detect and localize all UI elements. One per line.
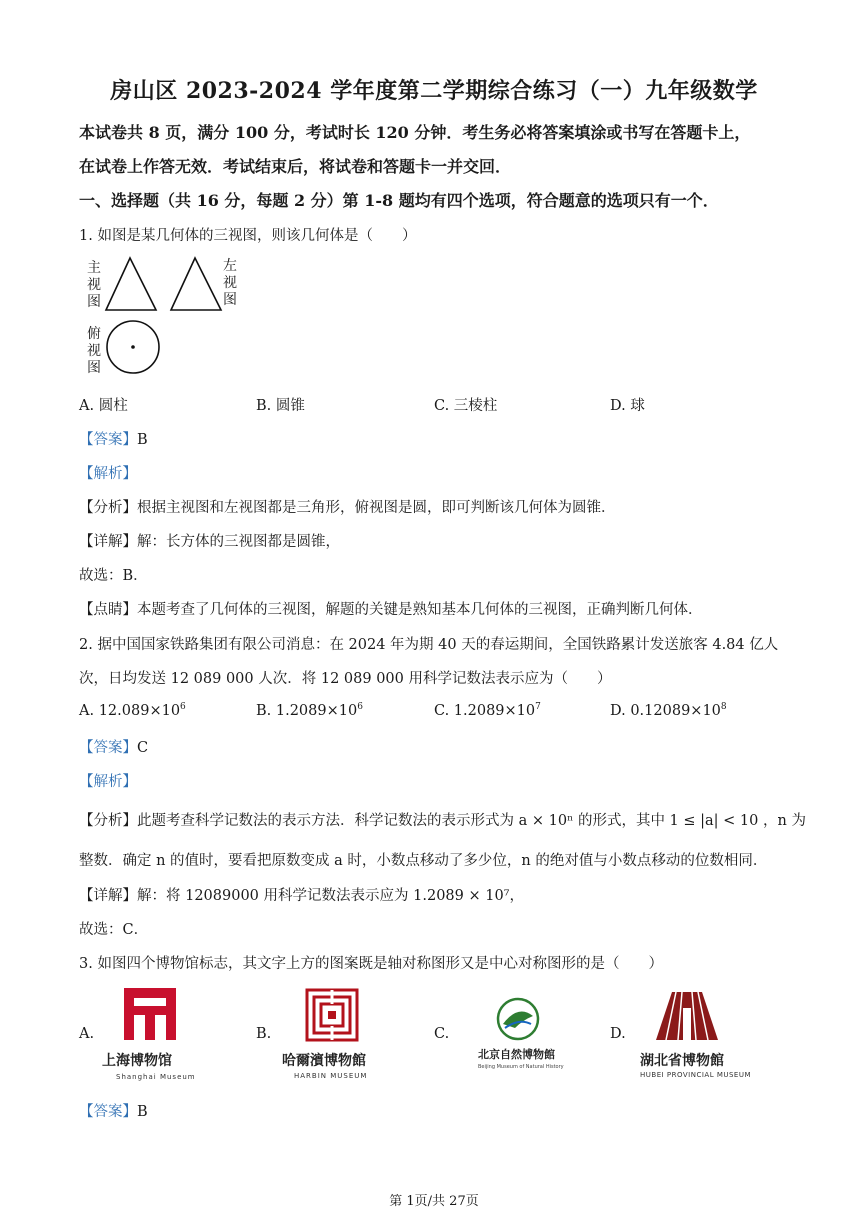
q3-option-a: A. [79,1026,95,1042]
q2-xiangjie: 【详解】解：将 12089000 用科学记数法表示应为 1.2089 × 10⁷， [79,888,524,904]
q1-fenxi: 【分析】根据主视图和左视图都是三角形，俯视图是圆，即可判断该几何体为圆锥． [79,500,616,516]
q3-option-b: B. [256,1026,272,1042]
q3-stem: 3. 如图四个博物馆标志，其文字上方的图案既是轴对称图形又是中心对称图形的是（ ） [79,956,663,972]
q1-option-c: C. 三棱柱 [434,398,498,414]
q3-option-c: C. [434,1026,450,1042]
page-footer: 第 1页/共 27页 [389,1194,479,1209]
q2-option-a: A. $12.089\times 10^6$ [79,702,186,719]
q2-answer: 【答案】C [79,740,149,756]
intro-line-1: 本试卷共 8 页，满分 100 分，考试时长 120 分钟．考生务必将答案填涂或书写在答题卡上， [79,123,751,142]
logo-b-name: 哈爾濱博物館 [282,1053,366,1069]
logo-c-name: 北京自然博物館 [478,1048,555,1061]
main-view-label: 主视图 [87,260,101,310]
logo-a-name: 上海博物馆 [102,1053,172,1069]
logo-d-name: 湖北省博物館 [640,1053,724,1069]
section-heading: 一、选择题（共 16 分，每题 2 分）第 1-8 题均有四个选项，符合题意的选项只有一个． [79,191,719,210]
page-title: 房山区 2023-2024 学年度第二学期综合练习（一）九年级数学 [110,78,758,104]
main-view-triangle [106,258,156,310]
q2-option-b: B. $1.2089\times 10^6$ [256,702,363,719]
top-view-label: 俯视图 [87,326,101,376]
shanghai-museum-logo-icon [122,986,178,1042]
q2-stem-2: 次，日均发送 12 089 000 人次．将 12 089 000 用科学记数法表示应为（ ） [79,671,612,687]
q2-option-d: D. $0.12089\times 10^8$ [610,702,727,719]
q1-option-d: D. 球 [610,398,645,414]
q1-xiangjie: 【详解】解：长方体的三视图都是圆锥， [79,534,340,550]
q2-stem-1: 2. 据中国国家铁路集团有限公司消息：在 2024 年为期 40 天的春运期间，全国铁路累计发送旅客 4.84 亿人 [79,637,779,653]
q2-fenxi-1: 【分析】此题考查科学记数法的表示方法．科学记数法的表示形式为 a × 10ⁿ 的形式，其中 1 ≤ |a| < 10 ，n 为 [79,813,806,829]
left-view-label: 左视图 [223,258,237,308]
q1-choose: 故选：B． [79,568,148,584]
intro-line-2: 在试卷上作答无效．考试结束后，将试卷和答题卡一并交回． [79,157,512,176]
logo-d-sub: HUBEI PROVINCIAL MUSEUM [640,1071,752,1079]
logo-a-sub: Shanghai Museum [116,1073,196,1081]
q2-fenxi-2: 整数．确定 n 的值时，要看把原数变成 a 时，小数点移动了多少位，n 的绝对值与小数点移动的位数相同． [79,853,768,869]
q1-option-b: B. 圆锥 [256,398,305,414]
beijing-natural-museum-logo-icon [493,996,543,1042]
q1-dianjing: 【点睛】本题考查了几何体的三视图，解题的关键是熟知基本几何体的三视图，正确判断几何体． [79,602,703,618]
q1-answer: 【答案】B [79,432,148,448]
q2-option-c: C. $1.2089\times 10^7$ [434,702,541,719]
q1-stem: 1. 如图是某几何体的三视图，则该几何体是（ ） [79,228,417,244]
hubei-museum-logo-icon [654,990,720,1042]
top-view-circle [104,318,164,378]
q1-option-a: A. 圆柱 [79,398,128,414]
q3-answer: 【答案】B [79,1104,148,1120]
harbin-museum-logo-icon [305,988,359,1042]
logo-b-sub: HARBIN MUSEUM [294,1072,368,1080]
logo-c-sub: Beijing Museum of Natural History [478,1064,564,1070]
q2-analysis-tag: 【解析】 [79,774,137,790]
three-view-triangles [104,256,224,316]
q3-option-d: D. [610,1026,626,1042]
q2-choose: 故选：C． [79,922,149,938]
q1-analysis-tag: 【解析】 [79,466,137,482]
left-view-triangle [171,258,221,310]
